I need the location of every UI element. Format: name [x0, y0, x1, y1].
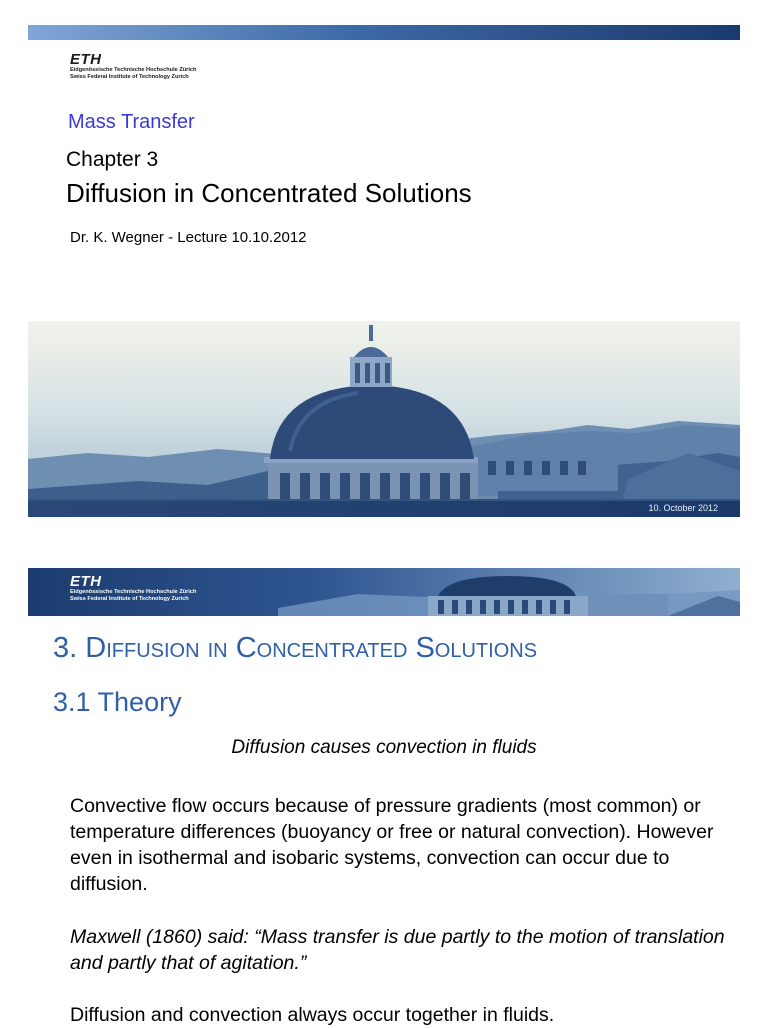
banner-date-strip: [28, 501, 740, 517]
paragraph-convective-flow: Convective flow occurs because of pressure gradients (most common) or temperature differences (buoyancy or free or natural convection). However even in isothermal and isobaric systems, convection can occur due to diffusion.: [70, 795, 714, 895]
top-color-bar: [28, 25, 740, 40]
eth-logo: [70, 52, 240, 81]
course-title: Mass Transfer: [68, 111, 195, 133]
eth-logo-line2: Swiss Federal Institute of Technology Zurich: [70, 74, 189, 80]
banner-date: 10. October 2012: [648, 503, 718, 513]
section-title: [53, 632, 537, 665]
subsection-title: 3.1 Theory: [53, 687, 182, 717]
eth-logo-line2: Swiss Federal Institute of Technology Zurich: [70, 596, 189, 602]
paragraph-diffusion-convection: Diffusion and convection always occur together in fluids.: [70, 1004, 555, 1026]
dome-building-illustration: [28, 321, 740, 517]
eth-logo-line1: Eidgenössische Technische Hochschule Zürich: [70, 589, 197, 595]
chapter-label: Chapter 3: [66, 148, 159, 171]
eth-logo-line1: Eidgenössische Technische Hochschule Zürich: [70, 67, 197, 73]
section-number: 3.: [53, 632, 86, 664]
hero-banner-image: [28, 321, 740, 517]
section-word-3: Concentrated: [235, 632, 408, 664]
eth-logo-slide2: [70, 574, 240, 603]
section-word-1: Diffusion: [85, 632, 200, 664]
lecturer-line: Dr. K. Wegner - Lecture 10.10.2012: [70, 229, 307, 246]
paragraph-maxwell-quote: Maxwell (1860) said: “Mass transfer is due partly to the motion of translation and partly that of agitation.”: [70, 926, 725, 974]
main-title: Diffusion in Concentrated Solutions: [66, 178, 472, 208]
eth-logo-mark: ETH: [70, 51, 102, 68]
eth-logo-mark: ETH: [70, 573, 102, 590]
section-word-4: Solutions: [415, 632, 538, 664]
italic-heading: Diffusion causes convection in fluids: [231, 737, 537, 758]
section-word-2: in: [207, 632, 228, 664]
